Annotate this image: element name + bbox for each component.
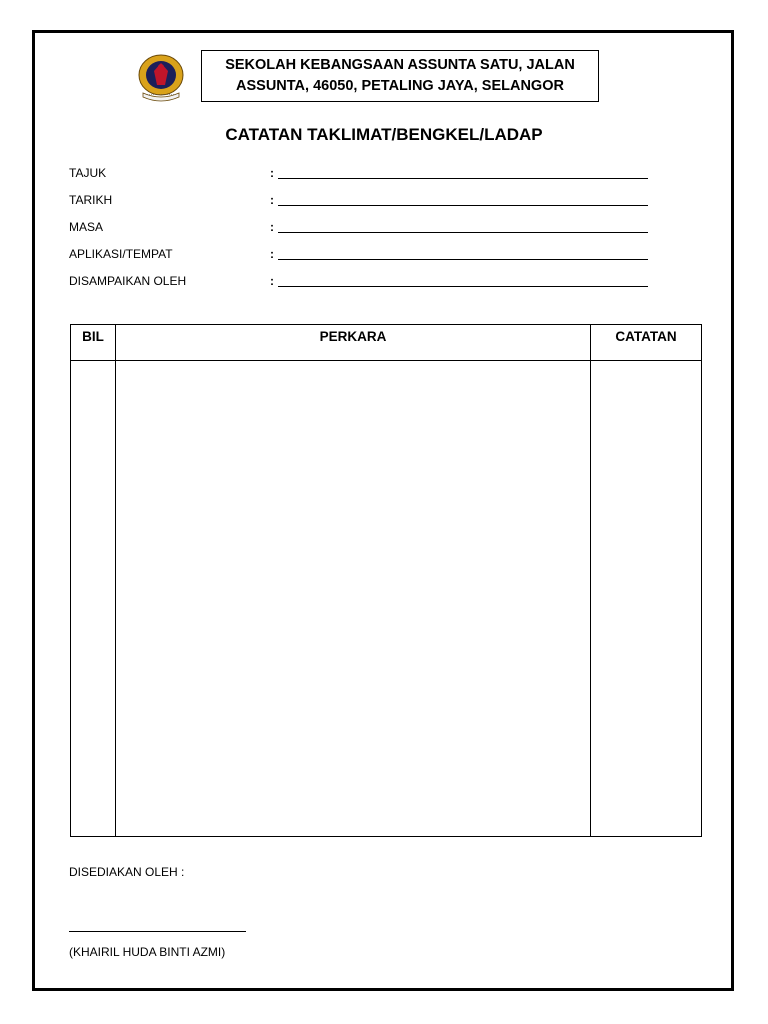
bil-cell[interactable] [71, 361, 116, 837]
field-fill-line[interactable] [278, 232, 648, 233]
signature-line[interactable] [69, 931, 246, 932]
field-colon: : [270, 166, 274, 180]
field-colon: : [270, 193, 274, 207]
column-header-perkara: PERKARA [116, 325, 591, 361]
school-name-line-2: ASSUNTA, 46050, PETALING JAYA, SELANGOR [236, 78, 564, 94]
field-tarikh [69, 193, 649, 209]
field-label: MASA [69, 220, 104, 234]
field-fill-line[interactable] [278, 286, 648, 287]
notes-table [70, 324, 702, 837]
field-tajuk [69, 166, 649, 182]
field-masa [69, 220, 649, 236]
perkara-cell[interactable] [116, 361, 591, 837]
field-label: APLIKASI/TEMPAT [69, 247, 173, 261]
field-fill-line[interactable] [278, 205, 648, 206]
catatan-cell[interactable] [591, 361, 702, 837]
school-name-line-1: SEKOLAH KEBANGSAAN ASSUNTA SATU, JALAN [225, 57, 575, 73]
school-crest-logo [135, 51, 187, 103]
school-name-box [201, 50, 599, 102]
field-label: TARIKH [69, 193, 113, 207]
prepared-by-label: DISEDIAKAN OLEH : [69, 865, 185, 879]
field-colon: : [270, 220, 274, 234]
field-colon: : [270, 247, 274, 261]
field-colon: : [270, 274, 274, 288]
field-fill-line[interactable] [278, 178, 648, 179]
table-header-row [71, 325, 702, 361]
field-aplikasi-tempat [69, 247, 649, 263]
field-disampaikan-oleh [69, 274, 649, 290]
field-label: TAJUK [69, 166, 107, 180]
table-body-row [71, 361, 702, 837]
document-title: CATATAN TAKLIMAT/BENGKEL/LADAP [225, 125, 543, 144]
field-fill-line[interactable] [278, 259, 648, 260]
signer-name: (KHAIRIL HUDA BINTI AZMI) [69, 945, 226, 959]
column-header-catatan: CATATAN [591, 325, 702, 361]
column-header-bil: BIL [71, 325, 116, 361]
field-label: DISAMPAIKAN OLEH [69, 274, 187, 288]
